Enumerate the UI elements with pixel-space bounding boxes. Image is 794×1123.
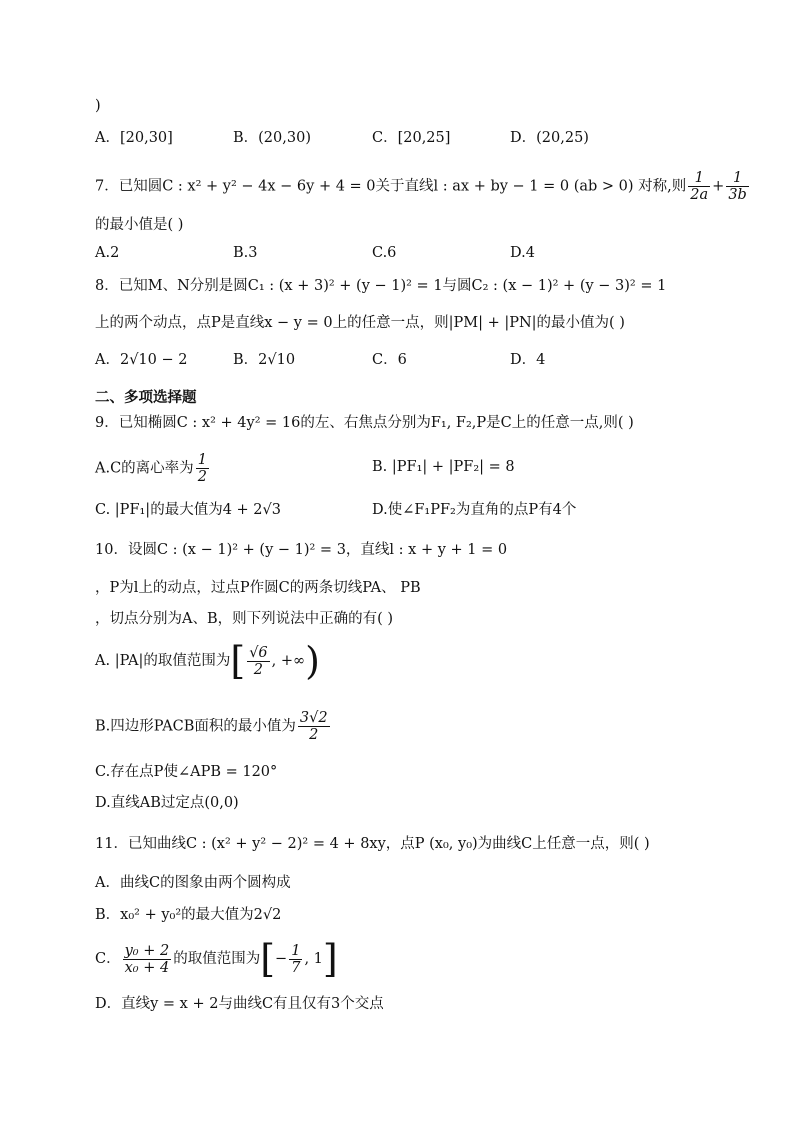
q10-b-den: 2 [309,727,319,743]
q8-option-b: B．2√10 [233,352,296,368]
q7-frac1-num: 1 [688,170,710,187]
q7-stem [95,170,751,203]
q10-option-d: D.直线AB过定点(0,0) [95,795,239,811]
q11-option-c-label: C． [95,951,121,967]
q10-a-den: 2 [253,661,264,678]
q9-a-num: 1 [197,452,207,468]
q9-a-den: 2 [197,469,207,485]
q11-option-c [95,937,338,981]
q10-stem-3: ，切点分别为A、B，则下列说法中正确的有( ) [95,611,394,627]
q7-plus: + [712,178,725,195]
q9-option-a-text: A.C的离心率为 [95,460,194,477]
q7-stem-2: 的最小值是( ) [95,217,184,233]
left-bracket-icon: [ [260,937,276,981]
q7-frac2-num: 1 [726,170,749,187]
q7-frac2-den: 3b [728,187,747,203]
q6-option-c: C．[20,25] [372,130,451,146]
q8-stem-2: 上的两个动点，点P是直线x − y = 0上的任意一点，则|PM| + |PN|的最小值为( ) [95,315,625,331]
q6-tail: ) [95,98,101,114]
q10-option-a [95,639,320,683]
q9-stem: 9．已知椭圆C : x² + 4y² = 16的左、右焦点分别为F₁, F₂,P是C上的任意一点,则( ) [95,415,634,431]
q11-c-num: y₀ + 2 [124,942,170,959]
q10-option-b-fraction [298,710,330,743]
q10-option-a-text: A. |PA|的取值范围为 [95,653,231,669]
q10-stem: 10．设圆C : (x − 1)² + (y − 1)² = 3，直线l : x + y + 1 = 0 [95,542,508,558]
q10-stem-2: ，P为l上的动点，过点P作圆C的两条切线PA、 PB [95,580,421,596]
q9-option-a-fraction [196,452,209,485]
q10-b-num: 3√2 [299,710,328,726]
q11-c-mid: 的取值范围为 [173,951,261,967]
q7-option-a: A.2 [95,245,120,261]
q6-option-d: D．(20,25) [510,130,589,146]
q7-fraction-2 [726,170,749,203]
q11-c-den: x₀ + 4 [124,959,170,976]
q9-option-a [95,452,211,485]
q6-option-a: A．[20,30] [95,130,173,146]
q11-option-c-range-fraction [289,943,302,976]
q10-option-b [95,710,332,743]
q7-option-b: B.3 [233,245,258,261]
q11-option-d: D．直线y = x + 2与曲线C有且仅有3个交点 [95,996,384,1012]
q11-stem: 11．已知曲线C : (x² + y² − 2)² = 4 + 8xy，点P (x₀, y₀)为曲线C上任意一点，则( ) [95,836,650,852]
q9-option-b: B. |PF₁| + |PF₂| = 8 [372,459,515,475]
q10-option-c: C.存在点P使∠APB = 120° [95,764,278,780]
q11-c-rnum: 1 [291,942,301,959]
q11-c-minus: − [275,951,288,967]
section-heading: 二、多项选择题 [95,390,197,406]
q7-option-d: D.4 [510,245,535,261]
q11-option-b: B．x₀² + y₀²的最大值为2√2 [95,907,282,923]
q11-c-rpost: , 1 [304,951,323,967]
q8-stem: 8．已知M、N分别是圆C₁ : (x + 3)² + (y − 1)² = 1与圆C₂ : (x − 1)² + (y − 3)² = 1 [95,278,667,294]
q9-option-d: D.使∠F₁PF₂为直角的点P有4个 [372,502,577,518]
q11-option-a: A．曲线C的图象由两个圆构成 [95,875,291,891]
q10-a-post: , +∞ [271,653,306,669]
right-paren-icon: ) [305,639,320,683]
q11-c-rden: 7 [291,959,301,976]
q10-option-b-text: B.四边形PACB面积的最小值为 [95,718,296,735]
q7-frac1-den: 2a [690,187,709,203]
q10-option-a-fraction [247,645,269,678]
q8-option-a: A．2√10 − 2 [95,352,188,368]
right-bracket-icon: ] [322,937,338,981]
q9-option-c: C. |PF₁|的最大值为4 + 2√3 [95,502,281,518]
q7-option-c: C.6 [372,245,397,261]
left-bracket-icon: [ [230,639,246,683]
q10-a-num: √6 [249,644,268,661]
q7-stem-text: 7．已知圆C : x² + y² − 4x − 6y + 4 = 0关于直线l : ax + by − 1 = 0 (ab > 0) 对称,则 [95,178,687,195]
q7-fraction-1 [688,170,710,203]
q8-option-c: C．6 [372,352,407,368]
q11-option-c-fraction [123,943,172,976]
q8-option-d: D．4 [510,352,546,368]
q6-option-b: B．(20,30) [233,130,311,146]
